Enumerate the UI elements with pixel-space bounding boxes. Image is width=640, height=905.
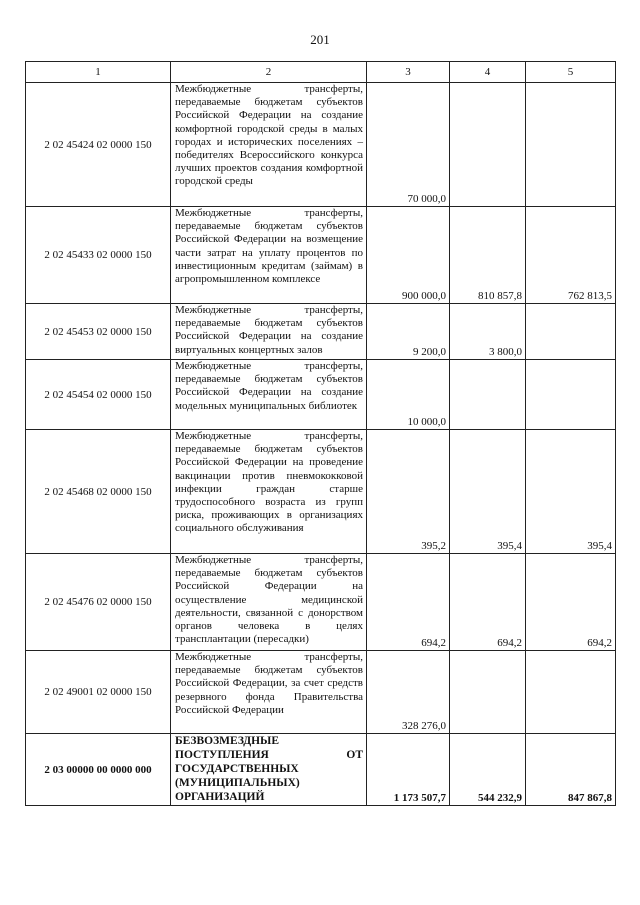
value-col4 (450, 83, 526, 207)
description: БЕЗВОЗМЕЗДНЫЕ ПОСТУПЛЕНИЯ ОТ ГОСУДАРСТВЕННЫХ (МУНИЦИПАЛЬНЫХ) ОРГАНИЗАЦИЙ (171, 734, 367, 806)
column-header: 4 (450, 62, 526, 83)
budget-code: 2 02 45476 02 0000 150 (26, 554, 171, 651)
column-header: 5 (526, 62, 616, 83)
description: Межбюджетные трансферты, передаваемые бюджетам субъектов Российской Федерации на возмещение части затрат на уплату процентов по инвестиционным кредитам (займам) в агропромышленном комплексе (171, 207, 367, 304)
value-col3: 70 000,0 (367, 83, 450, 207)
value-col3: 900 000,0 (367, 207, 450, 304)
table-row (26, 304, 616, 360)
budget-code: 2 02 45468 02 0000 150 (26, 430, 171, 554)
table-row (26, 360, 616, 430)
value-col4: 810 857,8 (450, 207, 526, 304)
value-col3: 9 200,0 (367, 304, 450, 360)
value-col3: 10 000,0 (367, 360, 450, 430)
table-row (26, 430, 616, 554)
budget-code: 2 02 49001 02 0000 150 (26, 651, 171, 734)
value-col5 (526, 83, 616, 207)
value-col5 (526, 360, 616, 430)
budget-code: 2 02 45453 02 0000 150 (26, 304, 171, 360)
value-col3: 1 173 507,7 (367, 734, 450, 806)
value-col3: 328 276,0 (367, 651, 450, 734)
table-row (26, 83, 616, 207)
table-row (26, 651, 616, 734)
budget-code: 2 02 45424 02 0000 150 (26, 83, 171, 207)
value-col4 (450, 360, 526, 430)
description: Межбюджетные трансферты, передаваемые бюджетам субъектов Российской Федерации на создание модельных муниципальных библиотек (171, 360, 367, 430)
description: Межбюджетные трансферты, передаваемые бюджетам субъектов Российской Федерации, за счет средств резервного фонда Правительства Российской Федерации (171, 651, 367, 734)
description: Межбюджетные трансферты, передаваемые бюджетам субъектов Российской Федерации на осуществление медицинской деятельности, связанной с донорством органов человека в целях трансплантации (пересадки) (171, 554, 367, 651)
description: Межбюджетные трансферты, передаваемые бюджетам субъектов Российской Федерации на создание комфортной городской среды в малых городах и исторических поселениях – победителях Всероссийского конкурса лучших проектов создания комфортной городской среды (171, 83, 367, 207)
budget-code: 2 03 00000 00 0000 000 (26, 734, 171, 806)
value-col4: 395,4 (450, 430, 526, 554)
value-col4 (450, 651, 526, 734)
value-col5: 847 867,8 (526, 734, 616, 806)
column-header: 3 (367, 62, 450, 83)
description: Межбюджетные трансферты, передаваемые бюджетам субъектов Российской Федерации на создание виртуальных концертных залов (171, 304, 367, 360)
value-col5 (526, 651, 616, 734)
value-col4: 694,2 (450, 554, 526, 651)
value-col5: 694,2 (526, 554, 616, 651)
value-col5 (526, 304, 616, 360)
value-col5: 762 813,5 (526, 207, 616, 304)
column-header: 2 (171, 62, 367, 83)
value-col5: 395,4 (526, 430, 616, 554)
value-col4: 3 800,0 (450, 304, 526, 360)
description: Межбюджетные трансферты, передаваемые бюджетам субъектов Российской Федерации на проведение вакцинации против пневмококковой инфекции граждан старше трудоспособного возраста из групп риска, проживающих в организациях социального обслуживания (171, 430, 367, 554)
column-header: 1 (26, 62, 171, 83)
table-row (26, 554, 616, 651)
table-row (26, 207, 616, 304)
budget-code: 2 02 45433 02 0000 150 (26, 207, 171, 304)
revenue-table (25, 61, 616, 806)
value-col4: 544 232,9 (450, 734, 526, 806)
table-header-row (26, 62, 616, 83)
value-col3: 395,2 (367, 430, 450, 554)
table-row (26, 734, 616, 806)
page-number: 201 (310, 32, 330, 47)
value-col3: 694,2 (367, 554, 450, 651)
budget-code: 2 02 45454 02 0000 150 (26, 360, 171, 430)
